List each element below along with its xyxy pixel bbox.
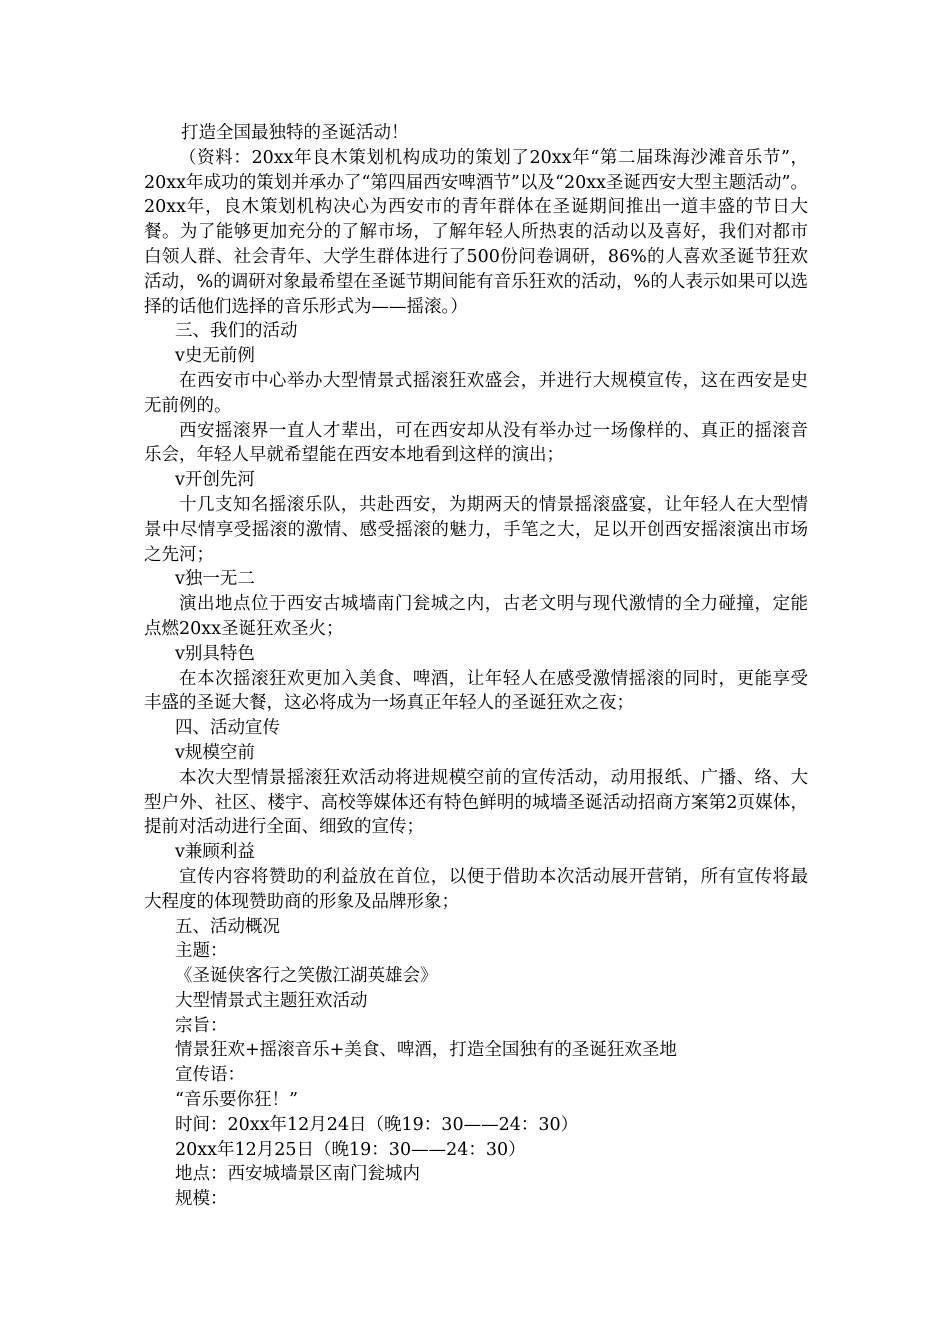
item-heading-unprecedented: v史无前例 [175, 346, 255, 367]
intro-line: 打造全国最独特的圣诞活动！ [181, 123, 409, 143]
section-heading-promotion: 四、活动宣传 [175, 718, 280, 739]
item-paragraph: 宣传内容将赞助的利益放在首位，以便于借助本次活动展开营销，所有宣传将最大程度的体现赞助商的形象及品牌形象； [144, 866, 808, 912]
time-line-1: 时间：20xx年12月24日（晚19：30——24：30） [175, 1114, 579, 1135]
item-paragraph: 西安摇滚界一直人才辈出，可在西安却从没有举办过一场像样的、真正的摇滚音乐会，年轻人早就希望能在西安本地看到这样的演出； [144, 420, 808, 466]
item-heading-scale: v规模空前 [175, 742, 255, 763]
item-paragraph: 在本次摇滚狂欢更加入美食、啤酒，让年轻人在感受激情摇滚的同时，更能享受丰盛的圣诞大餐，这必将成为一场真正年轻人的圣诞狂欢之夜； [144, 668, 808, 714]
theme-label: 主题： [175, 941, 228, 962]
slogan-value: “音乐要你狂！” [175, 1090, 298, 1111]
scale-label: 规模： [175, 1189, 228, 1210]
slogan-label: 宣传语： [175, 1065, 245, 1086]
time-line-2: 20xx年12月25日（晚19：30——24：30） [175, 1139, 526, 1160]
item-heading-unique: v独一无二 [175, 569, 255, 590]
location-line: 地点：西安城墙景区南门瓮城内 [175, 1164, 420, 1185]
document-body [144, 121, 808, 1212]
item-paragraph: 十几支知名摇滚乐队，共赴西安，为期两天的情景摇滚盛宴，让年轻人在大型情景中尽情享受摇滚的激情、感受摇滚的魅力，手笔之大，足以开创西安摇滚演出市场之先河； [144, 494, 808, 565]
item-paragraph: 演出地点位于西安古城墙南门瓮城之内，古老文明与现代激情的全力碰撞，定能点燃20xx圣诞狂欢圣火； [144, 594, 808, 639]
theme-value: 《圣诞侠客行之笑傲江湖英雄会》 [175, 966, 438, 987]
theme-subtitle: 大型情景式主题狂欢活动 [175, 990, 368, 1011]
item-heading-pioneer: v开创先河 [175, 470, 255, 491]
item-paragraph: 在西安市中心举办大型情景式摇滚狂欢盛会，并进行大规模宣传，这在西安是史无前例的。 [144, 370, 808, 416]
section-heading-activities: 三、我们的活动 [175, 321, 298, 342]
purpose-value: 情景狂欢+摇滚音乐+美食、啤酒，打造全国独有的圣诞狂欢圣地 [175, 1040, 677, 1061]
item-heading-interests: v兼顾利益 [175, 842, 255, 863]
background-paragraph: （资料：20xx年良木策划机构成功的策划了20xx年“第二届珠海沙滩音乐节”，20xx年成功的策划并承办了“第四届西安啤酒节”以及“20xx圣诞西安大型主题活动”。20xx年，良木策划机构决心为西安市的青年群体在圣诞期间推出一道丰盛的节日大餐。为了能够更加充分的了解市场，了解年轻人所热衷的活动以及喜好，我们对都市白领人群、社会青年、大学生群体进行了500份问卷调研，86%的人喜欢圣诞节狂欢活动，%的调研对象最希望在圣诞节期间能有音乐狂欢的活动，%的人表示如果可以选择的话他们选择的音乐形式为——摇滚。） [144, 147, 808, 317]
item-heading-distinctive: v别具特色 [175, 643, 255, 664]
purpose-label: 宗旨： [175, 1015, 228, 1036]
item-paragraph: 本次大型情景摇滚狂欢活动将进规模空前的宣传活动，动用报纸、广播、络、大型户外、社区、楼宇、高校等媒体还有特色鲜明的城墙圣诞活动招商方案第2页媒体，提前对活动进行全面、细致的宣传； [144, 767, 808, 838]
section-heading-overview: 五、活动概况 [175, 916, 280, 937]
